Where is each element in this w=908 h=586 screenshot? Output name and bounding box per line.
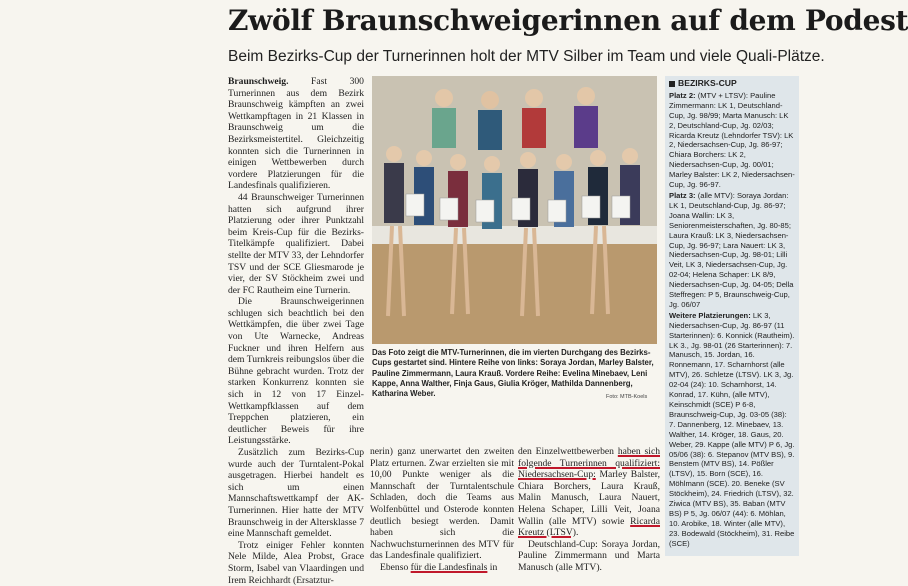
entry-label: Platz 2:	[669, 90, 696, 100]
square-bullet-icon	[669, 81, 675, 87]
article-column-3	[518, 446, 660, 573]
text-span: den Einzelwettbewerben	[518, 446, 618, 457]
paragraph-3: Die Braunschweigerinnen schlugen sich beachtlich bei den Wettkämpfen, die über zwei Tage von Ute Warnecke, Andreas Fuckner und ihren Helfern aus dem Turnkreis reibungslos über die Bühne gebracht wurden. Trotz der starken Konkurrenz konnten sie sich in 12 von 17 Einzel-Wettkampfklassen auf dem Treppchen platzieren, ein deutlicher Beweis für ihre Leistungsstärke.	[228, 296, 364, 447]
text-span: Marley Balster, Chiara Borchers, Laura Krauß, Malin Manusch, Laura Nauert, Helena Schaper, Lilli Veit, Joana Wallin (alle MTV) sowie	[518, 469, 660, 527]
sidebar-body	[665, 91, 799, 549]
entry-text: (alle MTV): Soraya Jordan: LK 1, Deutschland-Cup, Jg. 86-97; Joana Wallin: LK 3, Seniorenmeisterschaften, Jg. 80-85; Laura Krauß: LK 3, Niedersachsen-Cup, Jg. 96-97; Lara Nauert: LK 3, Niedersachsen-Cup, Jg. 98-01; Lilli Veit, LK 3, Niedersachsen-Cup, Jg. 02-04; Helena Schaper: LK 8/9, Niedersachsen-Cup, Jg. 04-05; Della Steffregen: P 5, Braunschweig-Cup, Jg. 06/07	[669, 190, 794, 309]
results-entry	[669, 91, 795, 190]
results-entry	[669, 191, 795, 310]
paragraph-9: Deutschland-Cup: Soraya Jordan, Pauline Zimmermann und Marta Manusch (alle MTV).	[518, 538, 660, 573]
entry-label: Weitere Platzierungen:	[669, 310, 751, 320]
team-photo	[372, 76, 657, 344]
entry-text: LK 3, Niedersachsen-Cup, Jg. 86-97 (11 Starterinnen): 6. Konnick (Rautheim). LK 3., Jg. 98-01 (26 Starterinnen): 7. Manusch, 15. Jordan, 16. Ronnemann, 17. Scharnhorst (alle MTV), 26. Schletze (LTSV). LK 3, Jg. 02-04 (24): 10. Scharnhorst, 14. Konrad, 17. Kühn, (alle MTV), Keinschmidt (SCE) P 6-8, Braunschweig-Cup, Jg. 03-05 (38): 7. Dannenberg, 12. Minebaev, 13. Walther, 14. Kröger, 18. Gaus, 20. Weber, 29. Kappe (alle MTV) P 6, Jg. 05/06 (38): 6. Stepanov (MTV BS), 9. Benstem (MTV BS), 14. Pößler (LTSV), 15. Born (SCE), 16. Möhlmann (SCE). 20. Beneke (SV Stöckheim), 24. Friedrich (LTSV), 32. Ziwica (MTV BS), 35. Baban (MTV BS) P 5, Jg. 06/07 (44): 6. Möhlan, 10. Arobike, 18. Winter (alle MTV), 23. Bodewald (Stöckheim), 31. Reibe (SCE)	[669, 310, 795, 548]
dateline: Braunschweig.	[228, 76, 289, 87]
entry-text: (MTV + LTSV): Pauline Zimmermann: LK 1, Deutschland-Cup, Jg. 98/99; Marta Manusch: LK 2, Deutschland-Cup, Jg. 02/03; Ricarda Kreutz (Lehndorfer TSV): LK 2, Niedersachsen-Cup, Jg. 86-97; Chiara Borchers: LK 2, Niedersachsen-Cup, Jg. 00/01; Marley Balster: LK 2, Niedersachsen-Cup, Jg. 96-97.	[669, 90, 795, 190]
sidebar-title: BEZIRKS-CUP	[678, 78, 737, 88]
photo-illustration	[372, 76, 657, 344]
text-span: in	[487, 561, 498, 573]
paragraph-4: Zusätzlich zum Bezirks-Cup wurde auch der Turntalent-Pokal ausgetragen. Hierbei handelt es sich um einen Mannschaftswettkampf der AK-Turnerinnen. Hier hatte der MTV Braunschweig in der Altersklasse 7 eine Mannschaft gemeldet.	[228, 447, 364, 540]
underlined-phrase: haben sich folgende Turnerinnen qualifiziert: Niedersachsen-Cup:	[518, 446, 660, 481]
text-span: .	[576, 527, 579, 539]
photo-credit: Foto: MTB-Koels	[606, 394, 648, 400]
photo-caption: Das Foto zeigt die MTV-Turnerinnen, die im vierten Durchgang des Bezirks-Cups gestartet sind. Hintere Reihe von links: Soraya Jordan, Marley Balster, Pauline Zimmermann, Laura Krauß. Vordere Reihe: Evelina Minebaev, Leni Kappe, Anna Walther, Finja Gaus, Giulia Kröger, Mathilda Dannenberg, Katharina Weber.	[372, 348, 654, 399]
article-column-2	[370, 446, 514, 573]
entry-label: Platz 3:	[669, 190, 696, 200]
text-span: Ebenso	[380, 561, 411, 573]
results-entry	[669, 311, 795, 549]
sidebar-header	[665, 76, 799, 91]
paragraph-6: nerin) ganz unerwartet den zweiten Platz erturnen. Zwar erzielten sie mit 10,00 Punkte weniger als die Mannschaft der Turntalentschule Schladen, doch die Teams aus Wolfenbüttel und Osterode konnten deutlich besiegt werden. Damit haben sich die Nachwuchsturnerinnen des MTV für das Landesfinale qualifiziert.	[370, 446, 514, 562]
article-column-1	[228, 76, 364, 586]
subheadline: Beim Bezirks-Cup der Turnerinnen holt der MTV Silber im Team und viele Quali-Plätze.	[228, 48, 825, 65]
paragraph-2: 44 Braunschweiger Turnerinnen hatten sich aufgrund ihrer Platzierung oder ihrer Punktzahl beim Kreis-Cup für die Bezirks-Titelkämpfe qualifiziert. Dabei stellte der MTV 33, der Lehndorfer TSV und der SCE Gliesmarode je vier, der SV Stöckheim zwei und der FC Rautheim eine Turnerin.	[228, 191, 364, 296]
paragraph-7	[370, 562, 514, 574]
paragraph-8	[518, 446, 660, 539]
headline: Zwölf Braunschweigerinnen auf dem Podest	[228, 4, 908, 37]
underlined-name: Ricarda Kreutz (LTSV)	[518, 515, 660, 539]
underlined-phrase: für die Landesfinals	[410, 561, 488, 573]
paragraph-1: Fast 300 Turnerinnen aus dem Bezirk Braunschweig kämpften an zwei Wettkampftagen in 21 Klassen in Braunschweig um die Bezirksmeistertitel. Gleichzeitig konnten sich die Turnerinnen in einigen Wettbewerben durch vordere Platzierungen für die Landesfinals qualifizieren.	[228, 76, 364, 192]
paragraph-5: Trotz einiger Fehler konnten Nele Milde, Alea Probst, Grace Storm, Isabel van Vlaardingen und Irem Reichhardt (Ersatztur-	[228, 539, 364, 586]
results-sidebar	[665, 76, 799, 556]
